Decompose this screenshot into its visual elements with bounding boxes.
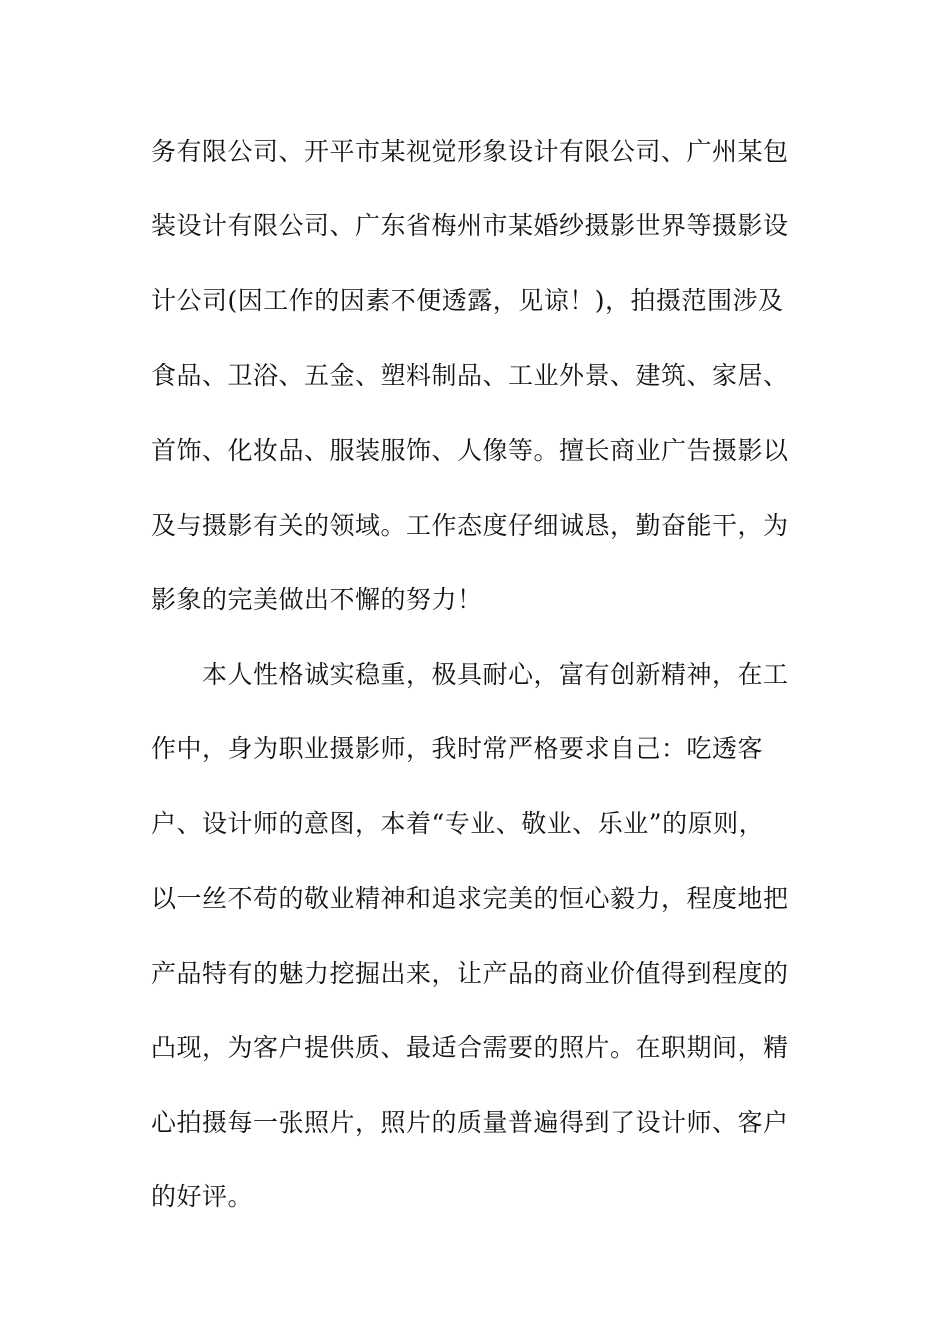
text-line: 食品、卫浴、五金、塑料制品、工业外景、建筑、家居、 bbox=[151, 361, 789, 390]
text-line: 计公司(因工作的因素不便透露，见谅！)，拍摄范围涉及 bbox=[151, 286, 784, 315]
text-line: 产品特有的魅力挖掘出来，让产品的商业价值得到程度的 bbox=[151, 959, 789, 988]
text-line: 以一丝不苟的敬业精神和追求完美的恒心毅力，程度地把 bbox=[151, 884, 789, 913]
text-line: 务有限公司、开平市某视觉形象设计有限公司、广州某包 bbox=[151, 137, 789, 166]
text-line: 装设计有限公司、广东省梅州市某婚纱摄影世界等摄影设 bbox=[151, 211, 789, 240]
text-line: 户、设计师的意图，本着“专业、敬业、乐业”的原则， bbox=[151, 809, 765, 838]
text-line: 作中，身为职业摄影师，我时常严格要求自己：吃透客 bbox=[151, 734, 764, 763]
text-line: 影象的完美做出不懈的努力！ bbox=[151, 585, 483, 614]
text-line: 凸现，为客户提供质、最适合需要的照片。在职期间，精 bbox=[151, 1033, 789, 1062]
text-line: 心拍摄每一张照片，照片的质量普遍得到了设计师、客户 bbox=[151, 1108, 789, 1137]
paragraph-start-line: 本人性格诚实稳重，极具耐心，富有创新精神，在工 bbox=[202, 660, 789, 689]
text-line: 及与摄影有关的领域。工作态度仔细诚恳，勤奋能干，为 bbox=[151, 511, 789, 540]
text-line: 首饰、化妆品、服装服饰、人像等。擅长商业广告摄影以 bbox=[151, 436, 789, 465]
text-line: 的好评。 bbox=[151, 1182, 254, 1211]
